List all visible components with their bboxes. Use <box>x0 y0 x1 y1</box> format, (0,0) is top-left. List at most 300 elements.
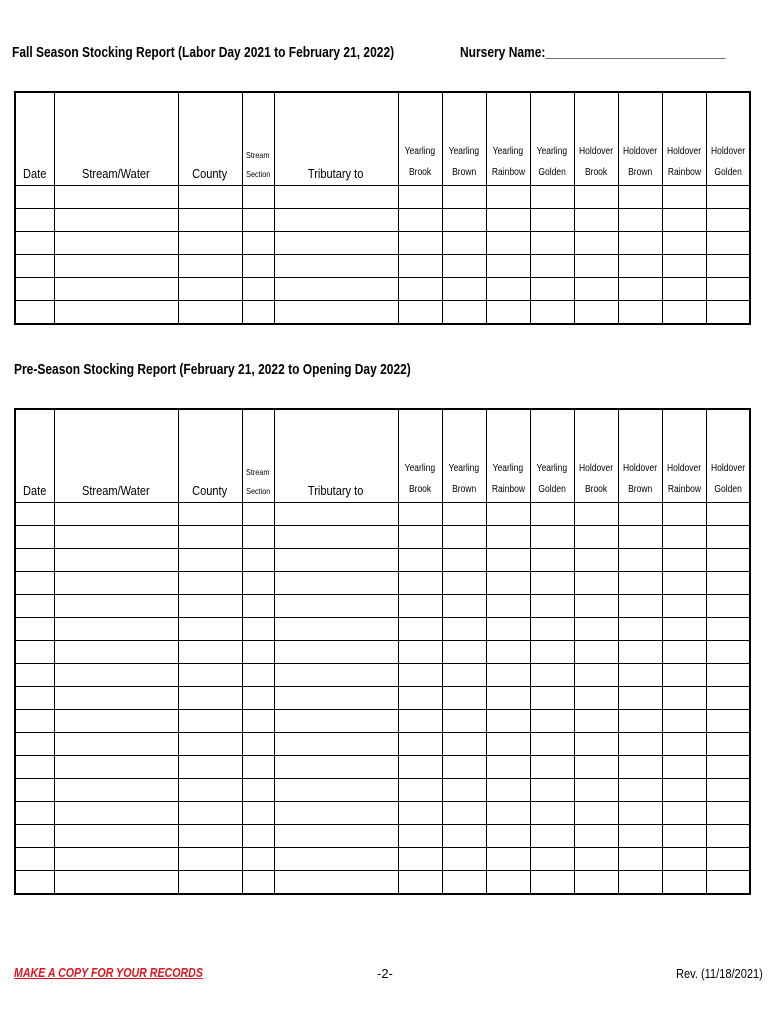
table-cell[interactable] <box>706 618 750 641</box>
table-cell[interactable] <box>54 664 178 687</box>
table-cell[interactable] <box>398 687 442 710</box>
table-cell[interactable] <box>662 549 706 572</box>
table-cell[interactable] <box>486 733 530 756</box>
table-cell[interactable] <box>662 232 706 255</box>
table-cell[interactable] <box>242 871 274 895</box>
table-cell[interactable] <box>574 733 618 756</box>
table-cell[interactable] <box>242 664 274 687</box>
table-cell[interactable] <box>242 641 274 664</box>
table-cell[interactable] <box>442 255 486 278</box>
table-cell[interactable] <box>242 526 274 549</box>
table-cell[interactable] <box>15 572 54 595</box>
table-cell[interactable] <box>398 209 442 232</box>
table-cell[interactable] <box>242 825 274 848</box>
table-cell[interactable] <box>54 503 178 526</box>
table-cell[interactable] <box>706 526 750 549</box>
table-cell[interactable] <box>178 756 242 779</box>
table-cell[interactable] <box>274 756 398 779</box>
table-cell[interactable] <box>618 756 662 779</box>
table-cell[interactable] <box>574 641 618 664</box>
table-cell[interactable] <box>706 209 750 232</box>
table-cell[interactable] <box>178 526 242 549</box>
table-cell[interactable] <box>15 186 54 209</box>
table-cell[interactable] <box>530 572 574 595</box>
table-cell[interactable] <box>15 595 54 618</box>
table-cell[interactable] <box>618 526 662 549</box>
table-cell[interactable] <box>442 503 486 526</box>
table-cell[interactable] <box>706 186 750 209</box>
table-cell[interactable] <box>486 186 530 209</box>
table-cell[interactable] <box>486 526 530 549</box>
table-cell[interactable] <box>178 209 242 232</box>
table-cell[interactable] <box>274 618 398 641</box>
table-cell[interactable] <box>274 209 398 232</box>
table-cell[interactable] <box>486 779 530 802</box>
table-cell[interactable] <box>242 618 274 641</box>
table-cell[interactable] <box>242 278 274 301</box>
table-cell[interactable] <box>242 209 274 232</box>
table-cell[interactable] <box>54 710 178 733</box>
table-cell[interactable] <box>274 802 398 825</box>
table-cell[interactable] <box>442 549 486 572</box>
table-cell[interactable] <box>662 186 706 209</box>
table-cell[interactable] <box>54 687 178 710</box>
table-cell[interactable] <box>15 802 54 825</box>
table-cell[interactable] <box>274 733 398 756</box>
table-cell[interactable] <box>274 848 398 871</box>
table-cell[interactable] <box>662 278 706 301</box>
table-cell[interactable] <box>574 255 618 278</box>
table-cell[interactable] <box>706 232 750 255</box>
table-cell[interactable] <box>178 301 242 325</box>
table-cell[interactable] <box>486 503 530 526</box>
table-cell[interactable] <box>398 802 442 825</box>
table-cell[interactable] <box>15 664 54 687</box>
table-cell[interactable] <box>486 871 530 895</box>
table-cell[interactable] <box>442 848 486 871</box>
table-cell[interactable] <box>274 779 398 802</box>
table-cell[interactable] <box>574 595 618 618</box>
table-cell[interactable] <box>54 301 178 325</box>
table-cell[interactable] <box>178 779 242 802</box>
table-cell[interactable] <box>574 618 618 641</box>
table-cell[interactable] <box>662 572 706 595</box>
table-cell[interactable] <box>398 549 442 572</box>
table-cell[interactable] <box>530 503 574 526</box>
table-cell[interactable] <box>618 301 662 325</box>
table-cell[interactable] <box>178 572 242 595</box>
table-cell[interactable] <box>618 595 662 618</box>
table-cell[interactable] <box>618 209 662 232</box>
table-cell[interactable] <box>662 595 706 618</box>
table-cell[interactable] <box>274 186 398 209</box>
table-cell[interactable] <box>274 526 398 549</box>
table-cell[interactable] <box>54 209 178 232</box>
table-cell[interactable] <box>15 756 54 779</box>
table-cell[interactable] <box>54 572 178 595</box>
table-cell[interactable] <box>178 641 242 664</box>
table-cell[interactable] <box>530 232 574 255</box>
table-cell[interactable] <box>618 549 662 572</box>
table-cell[interactable] <box>530 595 574 618</box>
table-cell[interactable] <box>274 595 398 618</box>
table-cell[interactable] <box>706 825 750 848</box>
table-cell[interactable] <box>178 871 242 895</box>
table-cell[interactable] <box>178 687 242 710</box>
table-cell[interactable] <box>274 641 398 664</box>
table-cell[interactable] <box>618 802 662 825</box>
table-cell[interactable] <box>662 618 706 641</box>
table-cell[interactable] <box>618 255 662 278</box>
table-cell[interactable] <box>706 503 750 526</box>
table-cell[interactable] <box>274 825 398 848</box>
table-cell[interactable] <box>274 549 398 572</box>
table-cell[interactable] <box>706 802 750 825</box>
table-cell[interactable] <box>618 664 662 687</box>
table-cell[interactable] <box>618 232 662 255</box>
table-cell[interactable] <box>54 733 178 756</box>
table-cell[interactable] <box>706 664 750 687</box>
table-cell[interactable] <box>486 549 530 572</box>
table-cell[interactable] <box>574 186 618 209</box>
table-cell[interactable] <box>15 618 54 641</box>
table-cell[interactable] <box>706 278 750 301</box>
table-cell[interactable] <box>442 186 486 209</box>
table-cell[interactable] <box>178 549 242 572</box>
table-cell[interactable] <box>15 209 54 232</box>
table-cell[interactable] <box>54 186 178 209</box>
table-cell[interactable] <box>398 664 442 687</box>
table-cell[interactable] <box>530 526 574 549</box>
table-cell[interactable] <box>274 301 398 325</box>
table-cell[interactable] <box>574 848 618 871</box>
table-cell[interactable] <box>398 825 442 848</box>
table-cell[interactable] <box>242 710 274 733</box>
table-cell[interactable] <box>486 664 530 687</box>
table-cell[interactable] <box>242 687 274 710</box>
table-cell[interactable] <box>54 756 178 779</box>
table-cell[interactable] <box>242 255 274 278</box>
table-cell[interactable] <box>442 687 486 710</box>
table-cell[interactable] <box>178 595 242 618</box>
table-cell[interactable] <box>662 779 706 802</box>
table-cell[interactable] <box>15 278 54 301</box>
table-cell[interactable] <box>618 687 662 710</box>
table-cell[interactable] <box>178 618 242 641</box>
table-cell[interactable] <box>398 186 442 209</box>
table-cell[interactable] <box>442 641 486 664</box>
table-cell[interactable] <box>574 232 618 255</box>
table-cell[interactable] <box>442 710 486 733</box>
table-cell[interactable] <box>574 503 618 526</box>
table-cell[interactable] <box>15 641 54 664</box>
table-cell[interactable] <box>486 595 530 618</box>
table-cell[interactable] <box>662 733 706 756</box>
table-cell[interactable] <box>242 549 274 572</box>
table-cell[interactable] <box>398 255 442 278</box>
table-cell[interactable] <box>54 825 178 848</box>
table-cell[interactable] <box>178 278 242 301</box>
table-cell[interactable] <box>706 572 750 595</box>
table-cell[interactable] <box>530 802 574 825</box>
table-cell[interactable] <box>242 301 274 325</box>
table-cell[interactable] <box>15 848 54 871</box>
table-cell[interactable] <box>15 526 54 549</box>
table-cell[interactable] <box>706 848 750 871</box>
table-cell[interactable] <box>398 779 442 802</box>
table-cell[interactable] <box>618 848 662 871</box>
table-cell[interactable] <box>15 779 54 802</box>
table-cell[interactable] <box>486 802 530 825</box>
table-cell[interactable] <box>398 526 442 549</box>
table-cell[interactable] <box>442 278 486 301</box>
table-cell[interactable] <box>574 871 618 895</box>
table-cell[interactable] <box>442 802 486 825</box>
table-cell[interactable] <box>530 664 574 687</box>
table-cell[interactable] <box>486 825 530 848</box>
table-cell[interactable] <box>15 255 54 278</box>
table-cell[interactable] <box>486 848 530 871</box>
table-cell[interactable] <box>706 549 750 572</box>
table-cell[interactable] <box>618 733 662 756</box>
table-cell[interactable] <box>574 687 618 710</box>
table-cell[interactable] <box>530 756 574 779</box>
table-cell[interactable] <box>442 595 486 618</box>
table-cell[interactable] <box>530 255 574 278</box>
table-cell[interactable] <box>178 802 242 825</box>
table-cell[interactable] <box>662 255 706 278</box>
table-cell[interactable] <box>530 209 574 232</box>
table-cell[interactable] <box>442 756 486 779</box>
table-cell[interactable] <box>398 572 442 595</box>
table-cell[interactable] <box>486 572 530 595</box>
table-cell[interactable] <box>662 825 706 848</box>
table-cell[interactable] <box>178 848 242 871</box>
table-cell[interactable] <box>274 710 398 733</box>
table-cell[interactable] <box>662 664 706 687</box>
table-cell[interactable] <box>442 664 486 687</box>
table-cell[interactable] <box>15 871 54 895</box>
table-cell[interactable] <box>618 641 662 664</box>
table-cell[interactable] <box>442 733 486 756</box>
table-cell[interactable] <box>574 209 618 232</box>
table-cell[interactable] <box>54 802 178 825</box>
table-cell[interactable] <box>15 232 54 255</box>
table-cell[interactable] <box>274 572 398 595</box>
table-cell[interactable] <box>486 232 530 255</box>
table-cell[interactable] <box>530 549 574 572</box>
table-cell[interactable] <box>15 549 54 572</box>
table-cell[interactable] <box>398 278 442 301</box>
table-cell[interactable] <box>618 278 662 301</box>
table-cell[interactable] <box>530 618 574 641</box>
table-cell[interactable] <box>618 710 662 733</box>
table-cell[interactable] <box>15 301 54 325</box>
table-cell[interactable] <box>398 871 442 895</box>
table-cell[interactable] <box>530 278 574 301</box>
table-cell[interactable] <box>398 503 442 526</box>
table-cell[interactable] <box>178 825 242 848</box>
table-cell[interactable] <box>398 641 442 664</box>
table-cell[interactable] <box>530 779 574 802</box>
table-cell[interactable] <box>574 756 618 779</box>
table-cell[interactable] <box>574 549 618 572</box>
table-cell[interactable] <box>398 710 442 733</box>
table-cell[interactable] <box>54 641 178 664</box>
table-cell[interactable] <box>242 848 274 871</box>
table-cell[interactable] <box>15 825 54 848</box>
table-cell[interactable] <box>706 687 750 710</box>
table-cell[interactable] <box>242 572 274 595</box>
table-cell[interactable] <box>442 526 486 549</box>
table-cell[interactable] <box>574 802 618 825</box>
table-cell[interactable] <box>486 756 530 779</box>
table-cell[interactable] <box>442 825 486 848</box>
table-cell[interactable] <box>574 710 618 733</box>
table-cell[interactable] <box>242 186 274 209</box>
table-cell[interactable] <box>618 186 662 209</box>
table-cell[interactable] <box>442 209 486 232</box>
table-cell[interactable] <box>54 779 178 802</box>
table-cell[interactable] <box>442 301 486 325</box>
table-cell[interactable] <box>662 710 706 733</box>
table-cell[interactable] <box>530 687 574 710</box>
table-cell[interactable] <box>662 503 706 526</box>
table-cell[interactable] <box>662 209 706 232</box>
table-cell[interactable] <box>178 733 242 756</box>
table-cell[interactable] <box>662 848 706 871</box>
table-cell[interactable] <box>242 503 274 526</box>
table-cell[interactable] <box>442 572 486 595</box>
table-cell[interactable] <box>662 687 706 710</box>
table-cell[interactable] <box>178 255 242 278</box>
table-cell[interactable] <box>54 848 178 871</box>
table-cell[interactable] <box>398 848 442 871</box>
table-cell[interactable] <box>274 871 398 895</box>
table-cell[interactable] <box>274 232 398 255</box>
table-cell[interactable] <box>662 641 706 664</box>
table-cell[interactable] <box>398 733 442 756</box>
table-cell[interactable] <box>706 595 750 618</box>
table-cell[interactable] <box>574 572 618 595</box>
table-cell[interactable] <box>530 641 574 664</box>
table-cell[interactable] <box>15 687 54 710</box>
table-cell[interactable] <box>706 255 750 278</box>
table-cell[interactable] <box>54 255 178 278</box>
table-cell[interactable] <box>618 779 662 802</box>
table-cell[interactable] <box>706 641 750 664</box>
table-cell[interactable] <box>530 871 574 895</box>
table-cell[interactable] <box>530 186 574 209</box>
table-cell[interactable] <box>242 733 274 756</box>
table-cell[interactable] <box>574 825 618 848</box>
table-cell[interactable] <box>442 232 486 255</box>
table-cell[interactable] <box>706 779 750 802</box>
table-cell[interactable] <box>274 278 398 301</box>
table-cell[interactable] <box>486 641 530 664</box>
table-cell[interactable] <box>178 664 242 687</box>
table-cell[interactable] <box>706 756 750 779</box>
table-cell[interactable] <box>178 232 242 255</box>
table-cell[interactable] <box>574 526 618 549</box>
table-cell[interactable] <box>54 595 178 618</box>
table-cell[interactable] <box>486 687 530 710</box>
table-cell[interactable] <box>442 871 486 895</box>
table-cell[interactable] <box>274 664 398 687</box>
table-cell[interactable] <box>530 710 574 733</box>
table-cell[interactable] <box>618 871 662 895</box>
table-cell[interactable] <box>442 779 486 802</box>
table-cell[interactable] <box>54 618 178 641</box>
table-cell[interactable] <box>618 618 662 641</box>
table-cell[interactable] <box>662 526 706 549</box>
table-cell[interactable] <box>178 186 242 209</box>
table-cell[interactable] <box>486 301 530 325</box>
table-cell[interactable] <box>706 301 750 325</box>
table-cell[interactable] <box>706 733 750 756</box>
table-cell[interactable] <box>274 255 398 278</box>
table-cell[interactable] <box>618 572 662 595</box>
table-cell[interactable] <box>442 618 486 641</box>
table-cell[interactable] <box>530 848 574 871</box>
table-cell[interactable] <box>486 255 530 278</box>
table-cell[interactable] <box>242 232 274 255</box>
table-cell[interactable] <box>618 825 662 848</box>
table-row <box>15 572 750 595</box>
table-cell[interactable] <box>15 503 54 526</box>
table-cell[interactable] <box>706 710 750 733</box>
table-cell[interactable] <box>398 618 442 641</box>
table-cell[interactable] <box>274 503 398 526</box>
table-cell[interactable] <box>662 301 706 325</box>
table-cell[interactable] <box>574 664 618 687</box>
table-cell[interactable] <box>242 779 274 802</box>
table-cell[interactable] <box>530 825 574 848</box>
table-cell[interactable] <box>662 756 706 779</box>
table-cell[interactable] <box>486 710 530 733</box>
table-cell[interactable] <box>54 278 178 301</box>
table-cell[interactable] <box>486 209 530 232</box>
table-cell[interactable] <box>242 756 274 779</box>
table-cell[interactable] <box>54 871 178 895</box>
table-cell[interactable] <box>486 278 530 301</box>
table-cell[interactable] <box>178 503 242 526</box>
table-cell[interactable] <box>662 871 706 895</box>
table-cell[interactable] <box>242 802 274 825</box>
table-cell[interactable] <box>54 526 178 549</box>
table-cell[interactable] <box>398 301 442 325</box>
table-cell[interactable] <box>398 232 442 255</box>
table-cell[interactable] <box>530 301 574 325</box>
table-cell[interactable] <box>574 301 618 325</box>
table-cell[interactable] <box>242 595 274 618</box>
table-cell[interactable] <box>178 710 242 733</box>
table-cell[interactable] <box>706 871 750 895</box>
table-cell[interactable] <box>618 503 662 526</box>
table-cell[interactable] <box>54 232 178 255</box>
table-cell[interactable] <box>398 756 442 779</box>
table-cell[interactable] <box>274 687 398 710</box>
table-cell[interactable] <box>15 710 54 733</box>
table-cell[interactable] <box>54 549 178 572</box>
table-cell[interactable] <box>530 733 574 756</box>
table-cell[interactable] <box>486 618 530 641</box>
table-cell[interactable] <box>662 802 706 825</box>
table-cell[interactable] <box>574 278 618 301</box>
table-cell[interactable] <box>15 733 54 756</box>
table-cell[interactable] <box>574 779 618 802</box>
table-cell[interactable] <box>398 595 442 618</box>
